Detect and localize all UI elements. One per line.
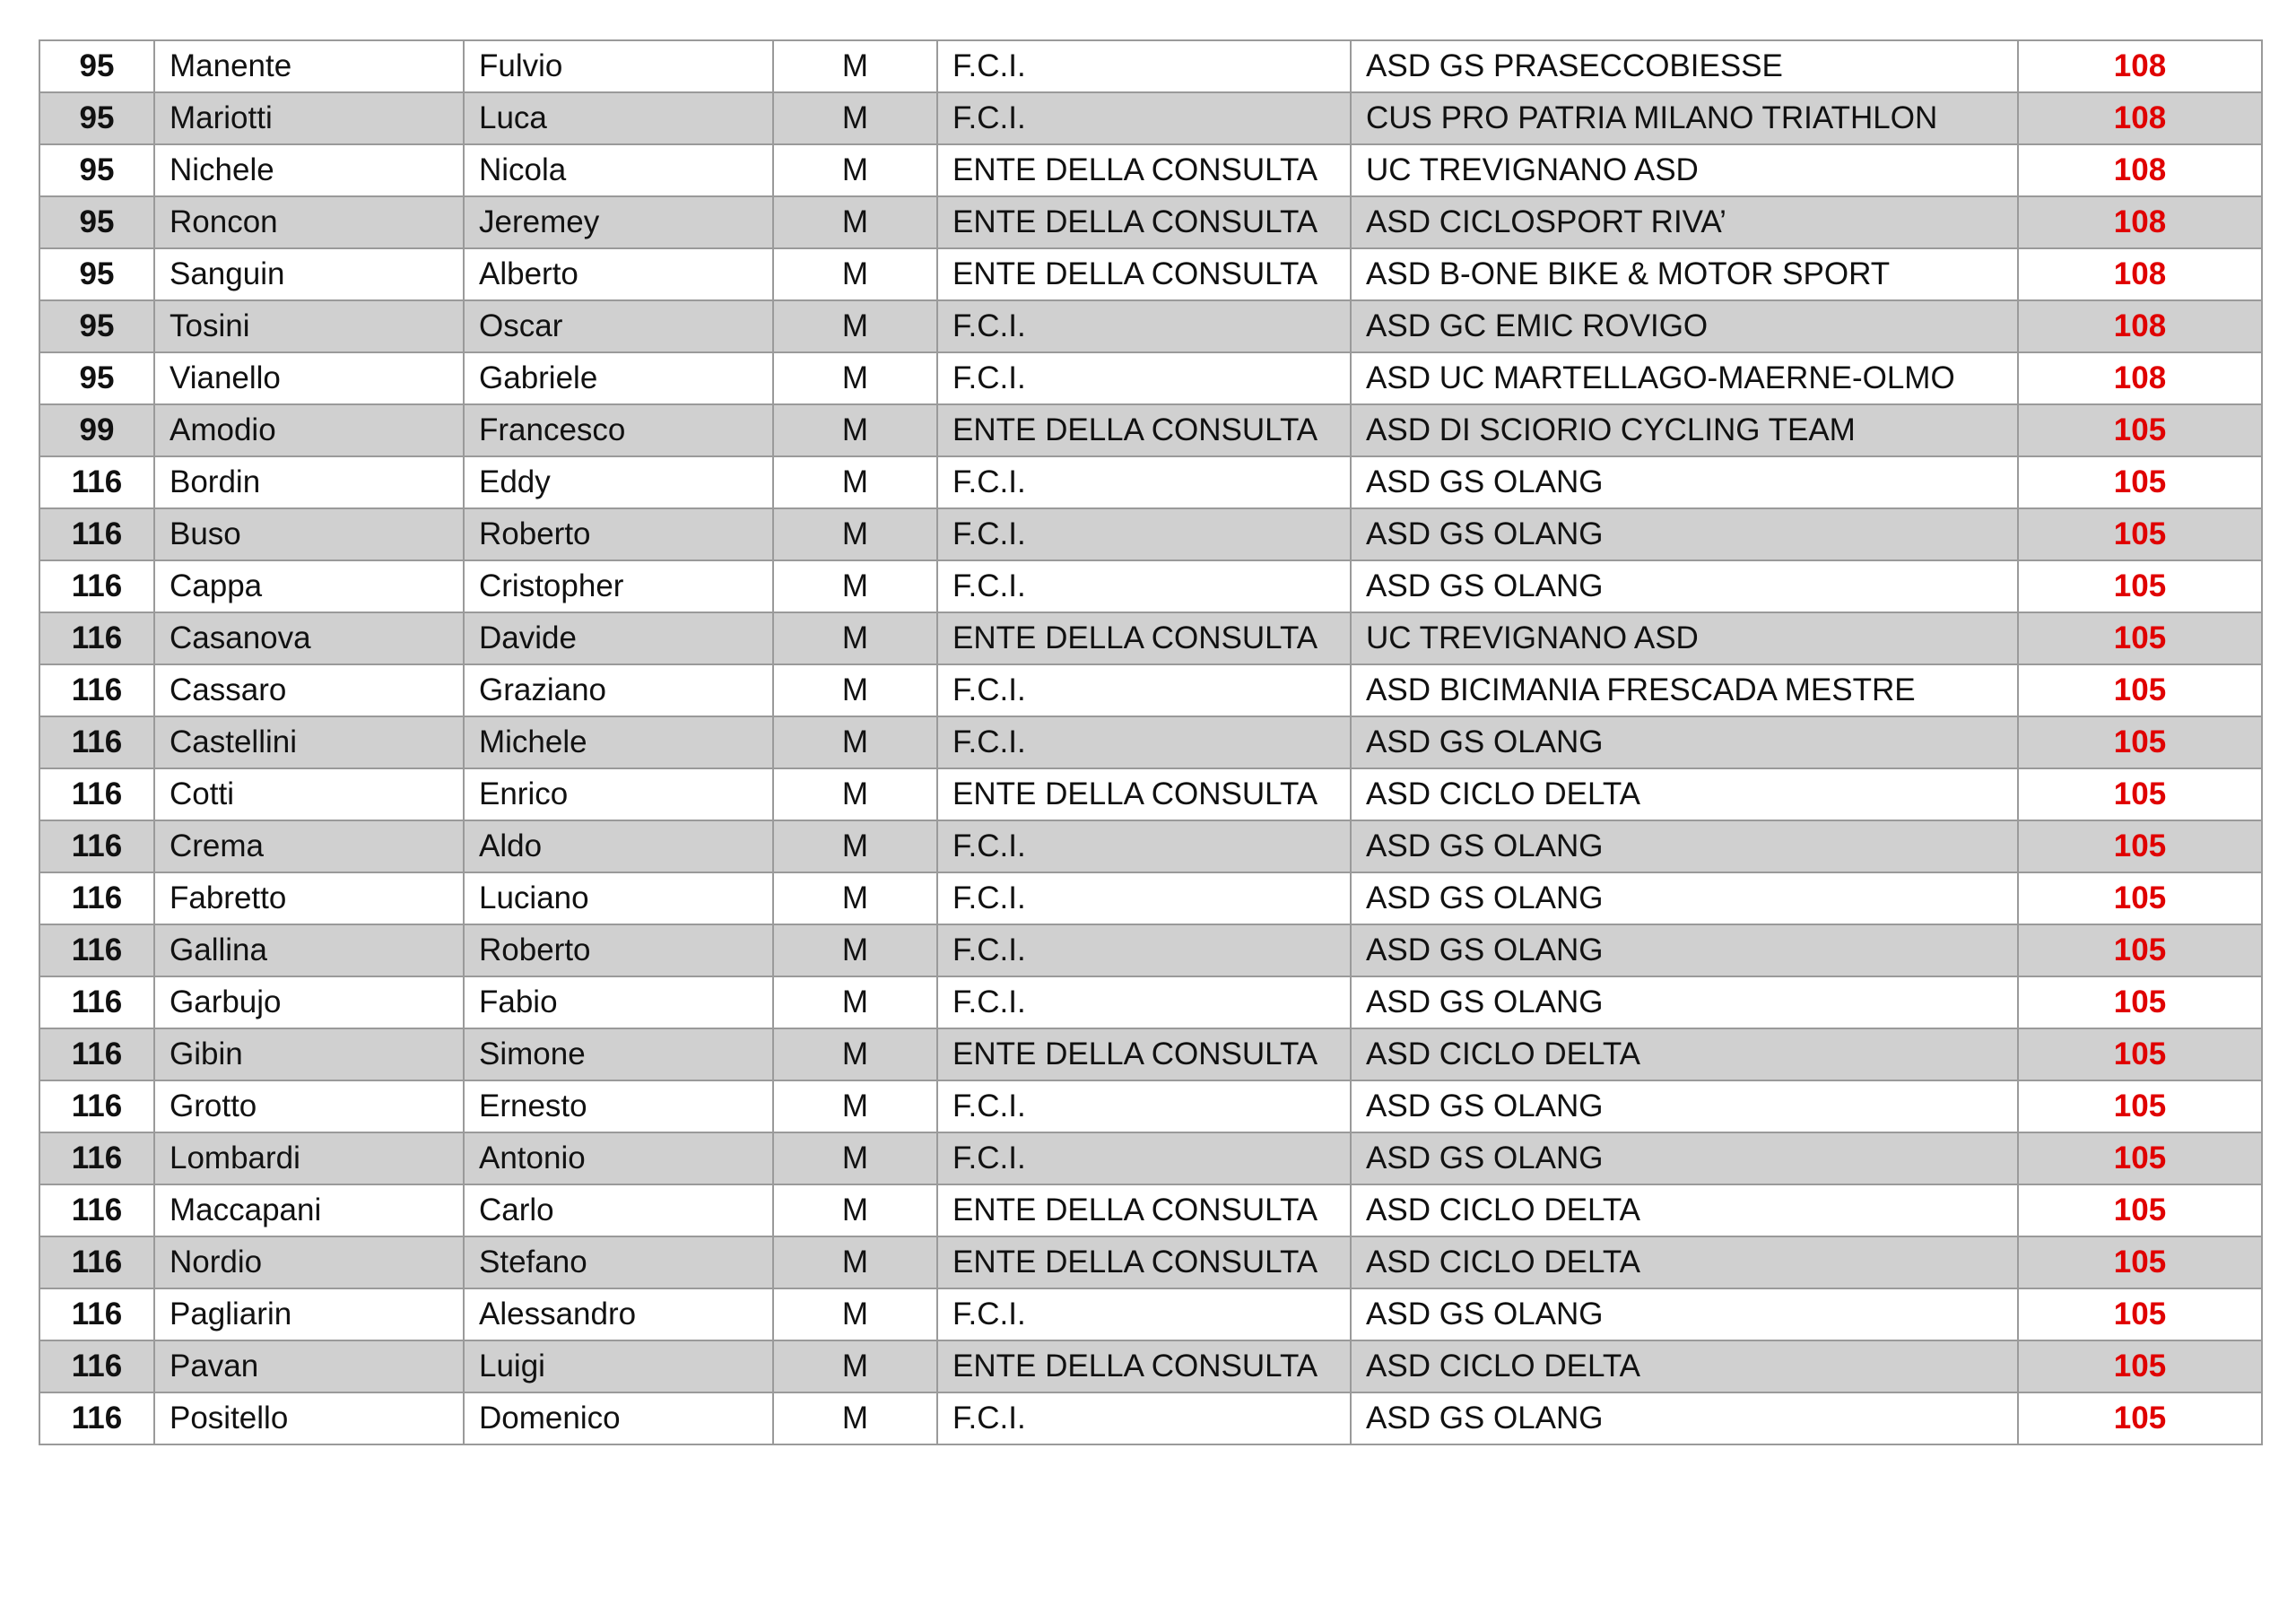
table-row [39, 716, 2262, 768]
surname-cell: Fabretto [154, 872, 464, 924]
firstname-cell: Cristopher [464, 560, 773, 612]
federation-cell: F.C.I. [937, 872, 1351, 924]
federation-cell: ENTE DELLA CONSULTA [937, 144, 1351, 196]
team-cell: ASD GS PRASECCOBIESSE [1351, 40, 2018, 92]
points-cell: 105 [2018, 716, 2262, 768]
points-cell: 105 [2018, 1236, 2262, 1288]
position-cell: 116 [39, 872, 154, 924]
federation-cell: F.C.I. [937, 820, 1351, 872]
team-cell: ASD GS OLANG [1351, 1288, 2018, 1340]
position-cell: 99 [39, 404, 154, 456]
sex-cell: M [773, 716, 937, 768]
firstname-cell: Oscar [464, 300, 773, 352]
position-cell: 116 [39, 1132, 154, 1184]
surname-cell: Nordio [154, 1236, 464, 1288]
federation-cell: ENTE DELLA CONSULTA [937, 404, 1351, 456]
position-cell: 116 [39, 1288, 154, 1340]
table-row [39, 612, 2262, 664]
sex-cell: M [773, 1132, 937, 1184]
sex-cell: M [773, 1392, 937, 1444]
table-row [39, 144, 2262, 196]
points-cell: 105 [2018, 404, 2262, 456]
firstname-cell: Francesco [464, 404, 773, 456]
surname-cell: Cotti [154, 768, 464, 820]
team-cell: ASD GS OLANG [1351, 560, 2018, 612]
table-row [39, 664, 2262, 716]
firstname-cell: Davide [464, 612, 773, 664]
team-cell: ASD GS OLANG [1351, 1132, 2018, 1184]
ranking-rows [39, 40, 2262, 1444]
sex-cell: M [773, 664, 937, 716]
team-cell: ASD GS OLANG [1351, 872, 2018, 924]
table-row [39, 924, 2262, 976]
sex-cell: M [773, 456, 937, 508]
federation-cell: ENTE DELLA CONSULTA [937, 768, 1351, 820]
firstname-cell: Nicola [464, 144, 773, 196]
federation-cell: ENTE DELLA CONSULTA [937, 1236, 1351, 1288]
position-cell: 116 [39, 664, 154, 716]
surname-cell: Sanguin [154, 248, 464, 300]
surname-cell: Lombardi [154, 1132, 464, 1184]
position-cell: 116 [39, 1080, 154, 1132]
sex-cell: M [773, 92, 937, 144]
points-cell: 108 [2018, 92, 2262, 144]
firstname-cell: Domenico [464, 1392, 773, 1444]
firstname-cell: Carlo [464, 1184, 773, 1236]
federation-cell: F.C.I. [937, 924, 1351, 976]
table-row [39, 560, 2262, 612]
points-cell: 105 [2018, 1288, 2262, 1340]
federation-cell: ENTE DELLA CONSULTA [937, 1340, 1351, 1392]
federation-cell: ENTE DELLA CONSULTA [937, 196, 1351, 248]
table-row [39, 248, 2262, 300]
table-row [39, 1392, 2262, 1444]
points-cell: 108 [2018, 196, 2262, 248]
points-cell: 108 [2018, 300, 2262, 352]
points-cell: 105 [2018, 1028, 2262, 1080]
surname-cell: Pagliarin [154, 1288, 464, 1340]
sex-cell: M [773, 1184, 937, 1236]
federation-cell: F.C.I. [937, 508, 1351, 560]
position-cell: 116 [39, 560, 154, 612]
team-cell: ASD GS OLANG [1351, 456, 2018, 508]
points-cell: 105 [2018, 612, 2262, 664]
sex-cell: M [773, 924, 937, 976]
position-cell: 116 [39, 1236, 154, 1288]
sex-cell: M [773, 1028, 937, 1080]
federation-cell: F.C.I. [937, 352, 1351, 404]
points-cell: 108 [2018, 352, 2262, 404]
surname-cell: Grotto [154, 1080, 464, 1132]
team-cell: ASD GS OLANG [1351, 976, 2018, 1028]
position-cell: 95 [39, 92, 154, 144]
table-row [39, 976, 2262, 1028]
surname-cell: Crema [154, 820, 464, 872]
sex-cell: M [773, 300, 937, 352]
team-cell: ASD UC MARTELLAGO-MAERNE-OLMO [1351, 352, 2018, 404]
table-row [39, 768, 2262, 820]
points-cell: 105 [2018, 664, 2262, 716]
sex-cell: M [773, 196, 937, 248]
firstname-cell: Alberto [464, 248, 773, 300]
position-cell: 95 [39, 144, 154, 196]
surname-cell: Nichele [154, 144, 464, 196]
points-cell: 105 [2018, 820, 2262, 872]
firstname-cell: Antonio [464, 1132, 773, 1184]
surname-cell: Garbujo [154, 976, 464, 1028]
surname-cell: Cappa [154, 560, 464, 612]
points-cell: 105 [2018, 1184, 2262, 1236]
table-row [39, 1132, 2262, 1184]
position-cell: 116 [39, 1340, 154, 1392]
sex-cell: M [773, 768, 937, 820]
points-cell: 105 [2018, 768, 2262, 820]
surname-cell: Manente [154, 40, 464, 92]
table-row [39, 1288, 2262, 1340]
position-cell: 116 [39, 1184, 154, 1236]
firstname-cell: Aldo [464, 820, 773, 872]
sex-cell: M [773, 144, 937, 196]
position-cell: 116 [39, 1392, 154, 1444]
position-cell: 95 [39, 248, 154, 300]
table-row [39, 92, 2262, 144]
table-row [39, 1340, 2262, 1392]
team-cell: ASD GS OLANG [1351, 924, 2018, 976]
surname-cell: Maccapani [154, 1184, 464, 1236]
federation-cell: ENTE DELLA CONSULTA [937, 612, 1351, 664]
sex-cell: M [773, 404, 937, 456]
federation-cell: F.C.I. [937, 1080, 1351, 1132]
points-cell: 105 [2018, 1340, 2262, 1392]
federation-cell: F.C.I. [937, 40, 1351, 92]
table-row [39, 508, 2262, 560]
team-cell: ASD GS OLANG [1351, 820, 2018, 872]
sex-cell: M [773, 1340, 937, 1392]
firstname-cell: Fabio [464, 976, 773, 1028]
table-row [39, 872, 2262, 924]
points-cell: 108 [2018, 144, 2262, 196]
position-cell: 116 [39, 716, 154, 768]
position-cell: 116 [39, 768, 154, 820]
position-cell: 95 [39, 196, 154, 248]
ranking-table [39, 39, 2263, 1445]
table-row [39, 456, 2262, 508]
federation-cell: ENTE DELLA CONSULTA [937, 1184, 1351, 1236]
team-cell: ASD BICIMANIA FRESCADA MESTRE [1351, 664, 2018, 716]
sex-cell: M [773, 1080, 937, 1132]
firstname-cell: Luciano [464, 872, 773, 924]
table-row [39, 1080, 2262, 1132]
sex-cell: M [773, 872, 937, 924]
team-cell: ASD GS OLANG [1351, 1392, 2018, 1444]
points-cell: 105 [2018, 560, 2262, 612]
sex-cell: M [773, 508, 937, 560]
position-cell: 116 [39, 924, 154, 976]
team-cell: ASD CICLO DELTA [1351, 768, 2018, 820]
firstname-cell: Roberto [464, 924, 773, 976]
table-row [39, 300, 2262, 352]
position-cell: 116 [39, 1028, 154, 1080]
firstname-cell: Graziano [464, 664, 773, 716]
federation-cell: F.C.I. [937, 560, 1351, 612]
table-row [39, 404, 2262, 456]
sex-cell: M [773, 820, 937, 872]
position-cell: 116 [39, 612, 154, 664]
sex-cell: M [773, 352, 937, 404]
surname-cell: Roncon [154, 196, 464, 248]
federation-cell: F.C.I. [937, 976, 1351, 1028]
team-cell: ASD GS OLANG [1351, 1080, 2018, 1132]
sex-cell: M [773, 248, 937, 300]
surname-cell: Positello [154, 1392, 464, 1444]
table-row [39, 40, 2262, 92]
surname-cell: Castellini [154, 716, 464, 768]
team-cell: ASD DI SCIORIO CYCLING TEAM [1351, 404, 2018, 456]
sex-cell: M [773, 976, 937, 1028]
table-row [39, 1184, 2262, 1236]
federation-cell: F.C.I. [937, 92, 1351, 144]
surname-cell: Vianello [154, 352, 464, 404]
firstname-cell: Michele [464, 716, 773, 768]
sex-cell: M [773, 1236, 937, 1288]
federation-cell: ENTE DELLA CONSULTA [937, 248, 1351, 300]
points-cell: 105 [2018, 924, 2262, 976]
firstname-cell: Jeremey [464, 196, 773, 248]
surname-cell: Gibin [154, 1028, 464, 1080]
team-cell: CUS PRO PATRIA MILANO TRIATHLON [1351, 92, 2018, 144]
surname-cell: Casanova [154, 612, 464, 664]
position-cell: 116 [39, 456, 154, 508]
sex-cell: M [773, 612, 937, 664]
team-cell: ASD CICLO DELTA [1351, 1236, 2018, 1288]
position-cell: 95 [39, 300, 154, 352]
federation-cell: ENTE DELLA CONSULTA [937, 1028, 1351, 1080]
position-cell: 116 [39, 508, 154, 560]
surname-cell: Pavan [154, 1340, 464, 1392]
firstname-cell: Gabriele [464, 352, 773, 404]
federation-cell: F.C.I. [937, 456, 1351, 508]
firstname-cell: Fulvio [464, 40, 773, 92]
surname-cell: Mariotti [154, 92, 464, 144]
firstname-cell: Ernesto [464, 1080, 773, 1132]
points-cell: 108 [2018, 248, 2262, 300]
sex-cell: M [773, 40, 937, 92]
surname-cell: Cassaro [154, 664, 464, 716]
team-cell: ASD CICLO DELTA [1351, 1028, 2018, 1080]
surname-cell: Bordin [154, 456, 464, 508]
team-cell: ASD GS OLANG [1351, 508, 2018, 560]
table-row [39, 820, 2262, 872]
firstname-cell: Stefano [464, 1236, 773, 1288]
position-cell: 95 [39, 40, 154, 92]
team-cell: ASD B-ONE BIKE & MOTOR SPORT [1351, 248, 2018, 300]
firstname-cell: Luca [464, 92, 773, 144]
surname-cell: Tosini [154, 300, 464, 352]
position-cell: 116 [39, 820, 154, 872]
surname-cell: Gallina [154, 924, 464, 976]
sex-cell: M [773, 560, 937, 612]
points-cell: 108 [2018, 40, 2262, 92]
table-row [39, 1236, 2262, 1288]
firstname-cell: Luigi [464, 1340, 773, 1392]
firstname-cell: Alessandro [464, 1288, 773, 1340]
points-cell: 105 [2018, 456, 2262, 508]
table-row [39, 352, 2262, 404]
points-cell: 105 [2018, 976, 2262, 1028]
position-cell: 95 [39, 352, 154, 404]
federation-cell: F.C.I. [937, 1392, 1351, 1444]
firstname-cell: Enrico [464, 768, 773, 820]
firstname-cell: Roberto [464, 508, 773, 560]
team-cell: ASD GS OLANG [1351, 716, 2018, 768]
team-cell: UC TREVIGNANO ASD [1351, 612, 2018, 664]
sex-cell: M [773, 1288, 937, 1340]
points-cell: 105 [2018, 508, 2262, 560]
federation-cell: F.C.I. [937, 716, 1351, 768]
team-cell: ASD CICLO DELTA [1351, 1184, 2018, 1236]
federation-cell: F.C.I. [937, 1288, 1351, 1340]
points-cell: 105 [2018, 1080, 2262, 1132]
federation-cell: F.C.I. [937, 1132, 1351, 1184]
points-cell: 105 [2018, 1392, 2262, 1444]
team-cell: ASD CICLO DELTA [1351, 1340, 2018, 1392]
points-cell: 105 [2018, 872, 2262, 924]
surname-cell: Buso [154, 508, 464, 560]
team-cell: ASD GC EMIC ROVIGO [1351, 300, 2018, 352]
surname-cell: Amodio [154, 404, 464, 456]
table-row [39, 1028, 2262, 1080]
federation-cell: F.C.I. [937, 300, 1351, 352]
team-cell: UC TREVIGNANO ASD [1351, 144, 2018, 196]
firstname-cell: Simone [464, 1028, 773, 1080]
federation-cell: F.C.I. [937, 664, 1351, 716]
team-cell: ASD CICLOSPORT RIVA’ [1351, 196, 2018, 248]
position-cell: 116 [39, 976, 154, 1028]
firstname-cell: Eddy [464, 456, 773, 508]
points-cell: 105 [2018, 1132, 2262, 1184]
table-row [39, 196, 2262, 248]
